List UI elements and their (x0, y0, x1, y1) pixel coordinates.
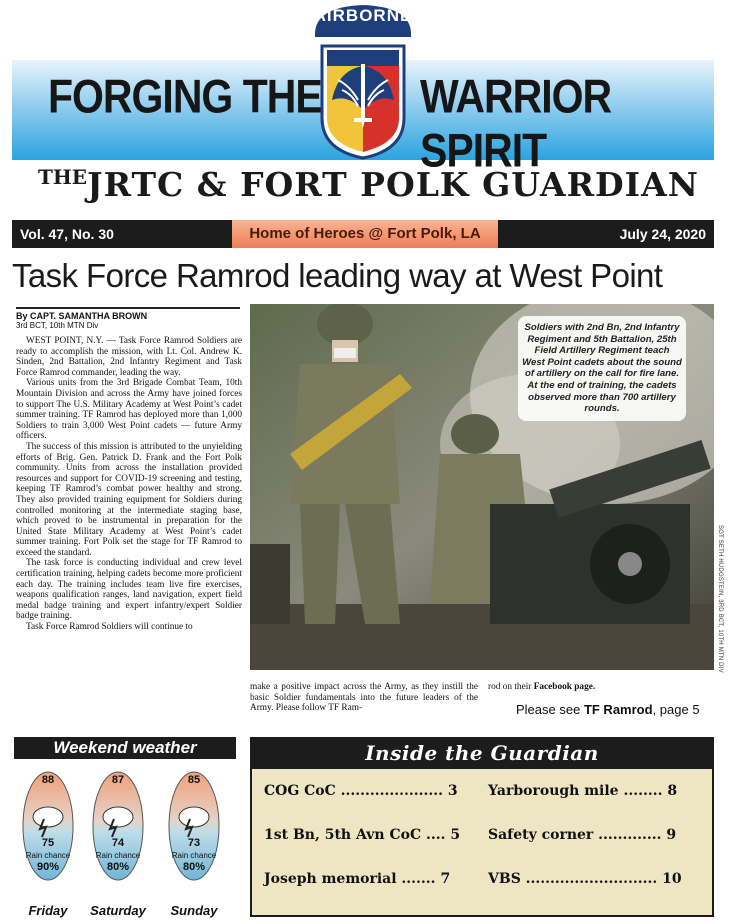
article-photo (250, 304, 714, 670)
issue-info-bar (12, 220, 714, 248)
byline (16, 307, 240, 330)
weather-day (90, 771, 146, 918)
article-paragraph: Various units from the 3rd Brigade Combat Team, 10th Mountain Division and across the Army have joined forces to support The U.S. Military Academy at West Point’s cadet summer training. TF Ramrod has deployed more than 1,000 Soldiers to train 3,000 West Point cadets — future Army officers. (16, 378, 242, 442)
see-more-page: , page 5 (652, 702, 700, 717)
toc-leader: ........................... (520, 871, 658, 887)
weather-low: 73 (187, 837, 201, 849)
toc-leader: ..................... (335, 783, 444, 799)
see-more-pre: Please see (516, 702, 584, 717)
toc-item[interactable] (264, 871, 450, 887)
issue-date: July 24, 2020 (619, 226, 706, 242)
weather-day-name: Sunday (170, 903, 218, 918)
see-more-jump[interactable] (516, 702, 700, 717)
toc-item[interactable] (264, 827, 460, 843)
issue-tagline: Home of Heroes @ Fort Polk, LA (232, 220, 498, 248)
toc-page: 10 (662, 871, 682, 887)
rain-chance-label: Rain chance (95, 851, 141, 860)
toc-label: Safety corner (488, 827, 594, 843)
weather-day (168, 771, 220, 918)
jrtc-patch-logo (308, 0, 418, 162)
paper-title-main: JRTC & FORT POLK GUARDIAN (87, 165, 699, 204)
article-body (16, 336, 242, 633)
weather-day-name: Friday (28, 903, 68, 918)
article-continued-col3 (488, 682, 708, 693)
toc-page: 7 (440, 871, 451, 887)
weather-day (22, 771, 74, 918)
weather-day-name: Saturday (90, 903, 146, 918)
banner-left-text: FORGING THE (48, 70, 322, 123)
facebook-link[interactable]: Facebook page. (533, 682, 596, 692)
weather-high: 87 (111, 774, 125, 786)
weather-high: 88 (41, 774, 55, 786)
toc-leader: .... (421, 827, 446, 843)
article-paragraph: The task force is conducting individual and crew level certification training, helping cadets become more proficient each day. The training includes team live fire exercises, weapons qualification ranges, land navigation, expert field medal badge training and expert infantry/expert Soldier badge training. (16, 558, 242, 622)
toc-page: 8 (667, 783, 678, 799)
toc-item[interactable] (488, 871, 682, 887)
weather-title: Weekend weather (14, 737, 236, 759)
toc-item[interactable] (264, 783, 458, 799)
weather-low: 75 (41, 837, 55, 849)
col3-text: rod on their (488, 682, 534, 692)
airborne-tab-text: AIRBORNE (313, 6, 413, 25)
toc-label: Joseph memorial (264, 871, 397, 887)
toc-item[interactable] (488, 827, 676, 843)
toc-page: 5 (450, 827, 461, 843)
toc-leader: ....... (396, 871, 436, 887)
byline-unit: 3rd BCT, 10th MTN Div (16, 321, 99, 330)
article-paragraph: The success of this mission is attributed to the unyielding efforts of Brig. Gen. Patrick D. Frank and the Fort Polk community. Units from across the installation provided resources and support for COVID-19 screening and testing, keeping TF Ramrod’s combat power healthy and strong. They also provided training equipment for Soldiers during controlled monitoring at the intermediate staging base, which proved to be instrumental in preparation for the United State Military Academy at West Point’s cadet summer training. Fort Polk set the stage for TF Ramrod to exceed the standard. (16, 441, 242, 558)
article-headline: Task Force Ramrod leading way at West Point (12, 257, 663, 294)
toc-item[interactable] (488, 783, 677, 799)
toc-page: 3 (447, 783, 458, 799)
article-paragraph: WEST POINT, N.Y. — Task Force Ramrod Soldiers are ready to accomplish the mission, with Lt. Col. Andrew K. Sinden, 2nd Battalion, 2nd Infantry Regiment and Task Force Ramrod commander, leading the way. (16, 336, 242, 378)
toc-leader: ............. (593, 827, 662, 843)
weather-low: 74 (111, 837, 125, 849)
photo-caption: Soldiers with 2nd Bn, 2nd Infantry Regiment and 5th Battalion, 25th Field Artillery Regiment teach West Point cadets about the sound of artillery on the call for fire lane. At the end of training, the cadets observed more than 700 artillery rounds. (518, 316, 686, 421)
rain-chance-label: Rain chance (171, 851, 217, 860)
paper-title (38, 165, 699, 204)
weather-high: 85 (187, 774, 201, 786)
article-continued-col2: make a positive impact across the Army, as they instill the basic Soldier fundamentals into the future leaders of the Army. Please follow TF Ram- (250, 682, 478, 714)
see-more-story: TF Ramrod (583, 702, 653, 717)
byline-author: By CAPT. SAMANTHA BROWN (16, 311, 148, 321)
toc-label: 1st Bn, 5th Avn CoC (264, 827, 422, 843)
rain-chance-value: 90% (36, 861, 60, 873)
rain-chance-value: 80% (182, 861, 206, 873)
rain-chance-value: 80% (106, 861, 130, 873)
inside-the-guardian (250, 737, 714, 917)
issue-volume: Vol. 47, No. 30 (20, 226, 114, 242)
toc-label: COG CoC (264, 783, 336, 799)
rain-chance-label: Rain chance (25, 851, 71, 860)
photo-credit: SGT SETH HUDGSTEIN, 3RD BCT, 10TH MTN DIV (717, 525, 723, 673)
article-paragraph: Task Force Ramrod Soldiers will continue to (26, 622, 193, 633)
paper-title-the: THE (38, 165, 88, 189)
weekend-weather (14, 737, 236, 924)
banner-right-text: WARRIOR SPIRIT (420, 70, 612, 177)
toc-page: 9 (666, 827, 677, 843)
inside-title: Inside the Guardian (252, 739, 712, 769)
toc-label: VBS (488, 871, 521, 887)
toc-leader: ........ (618, 783, 663, 799)
toc-label: Yarborough mile (488, 783, 619, 799)
